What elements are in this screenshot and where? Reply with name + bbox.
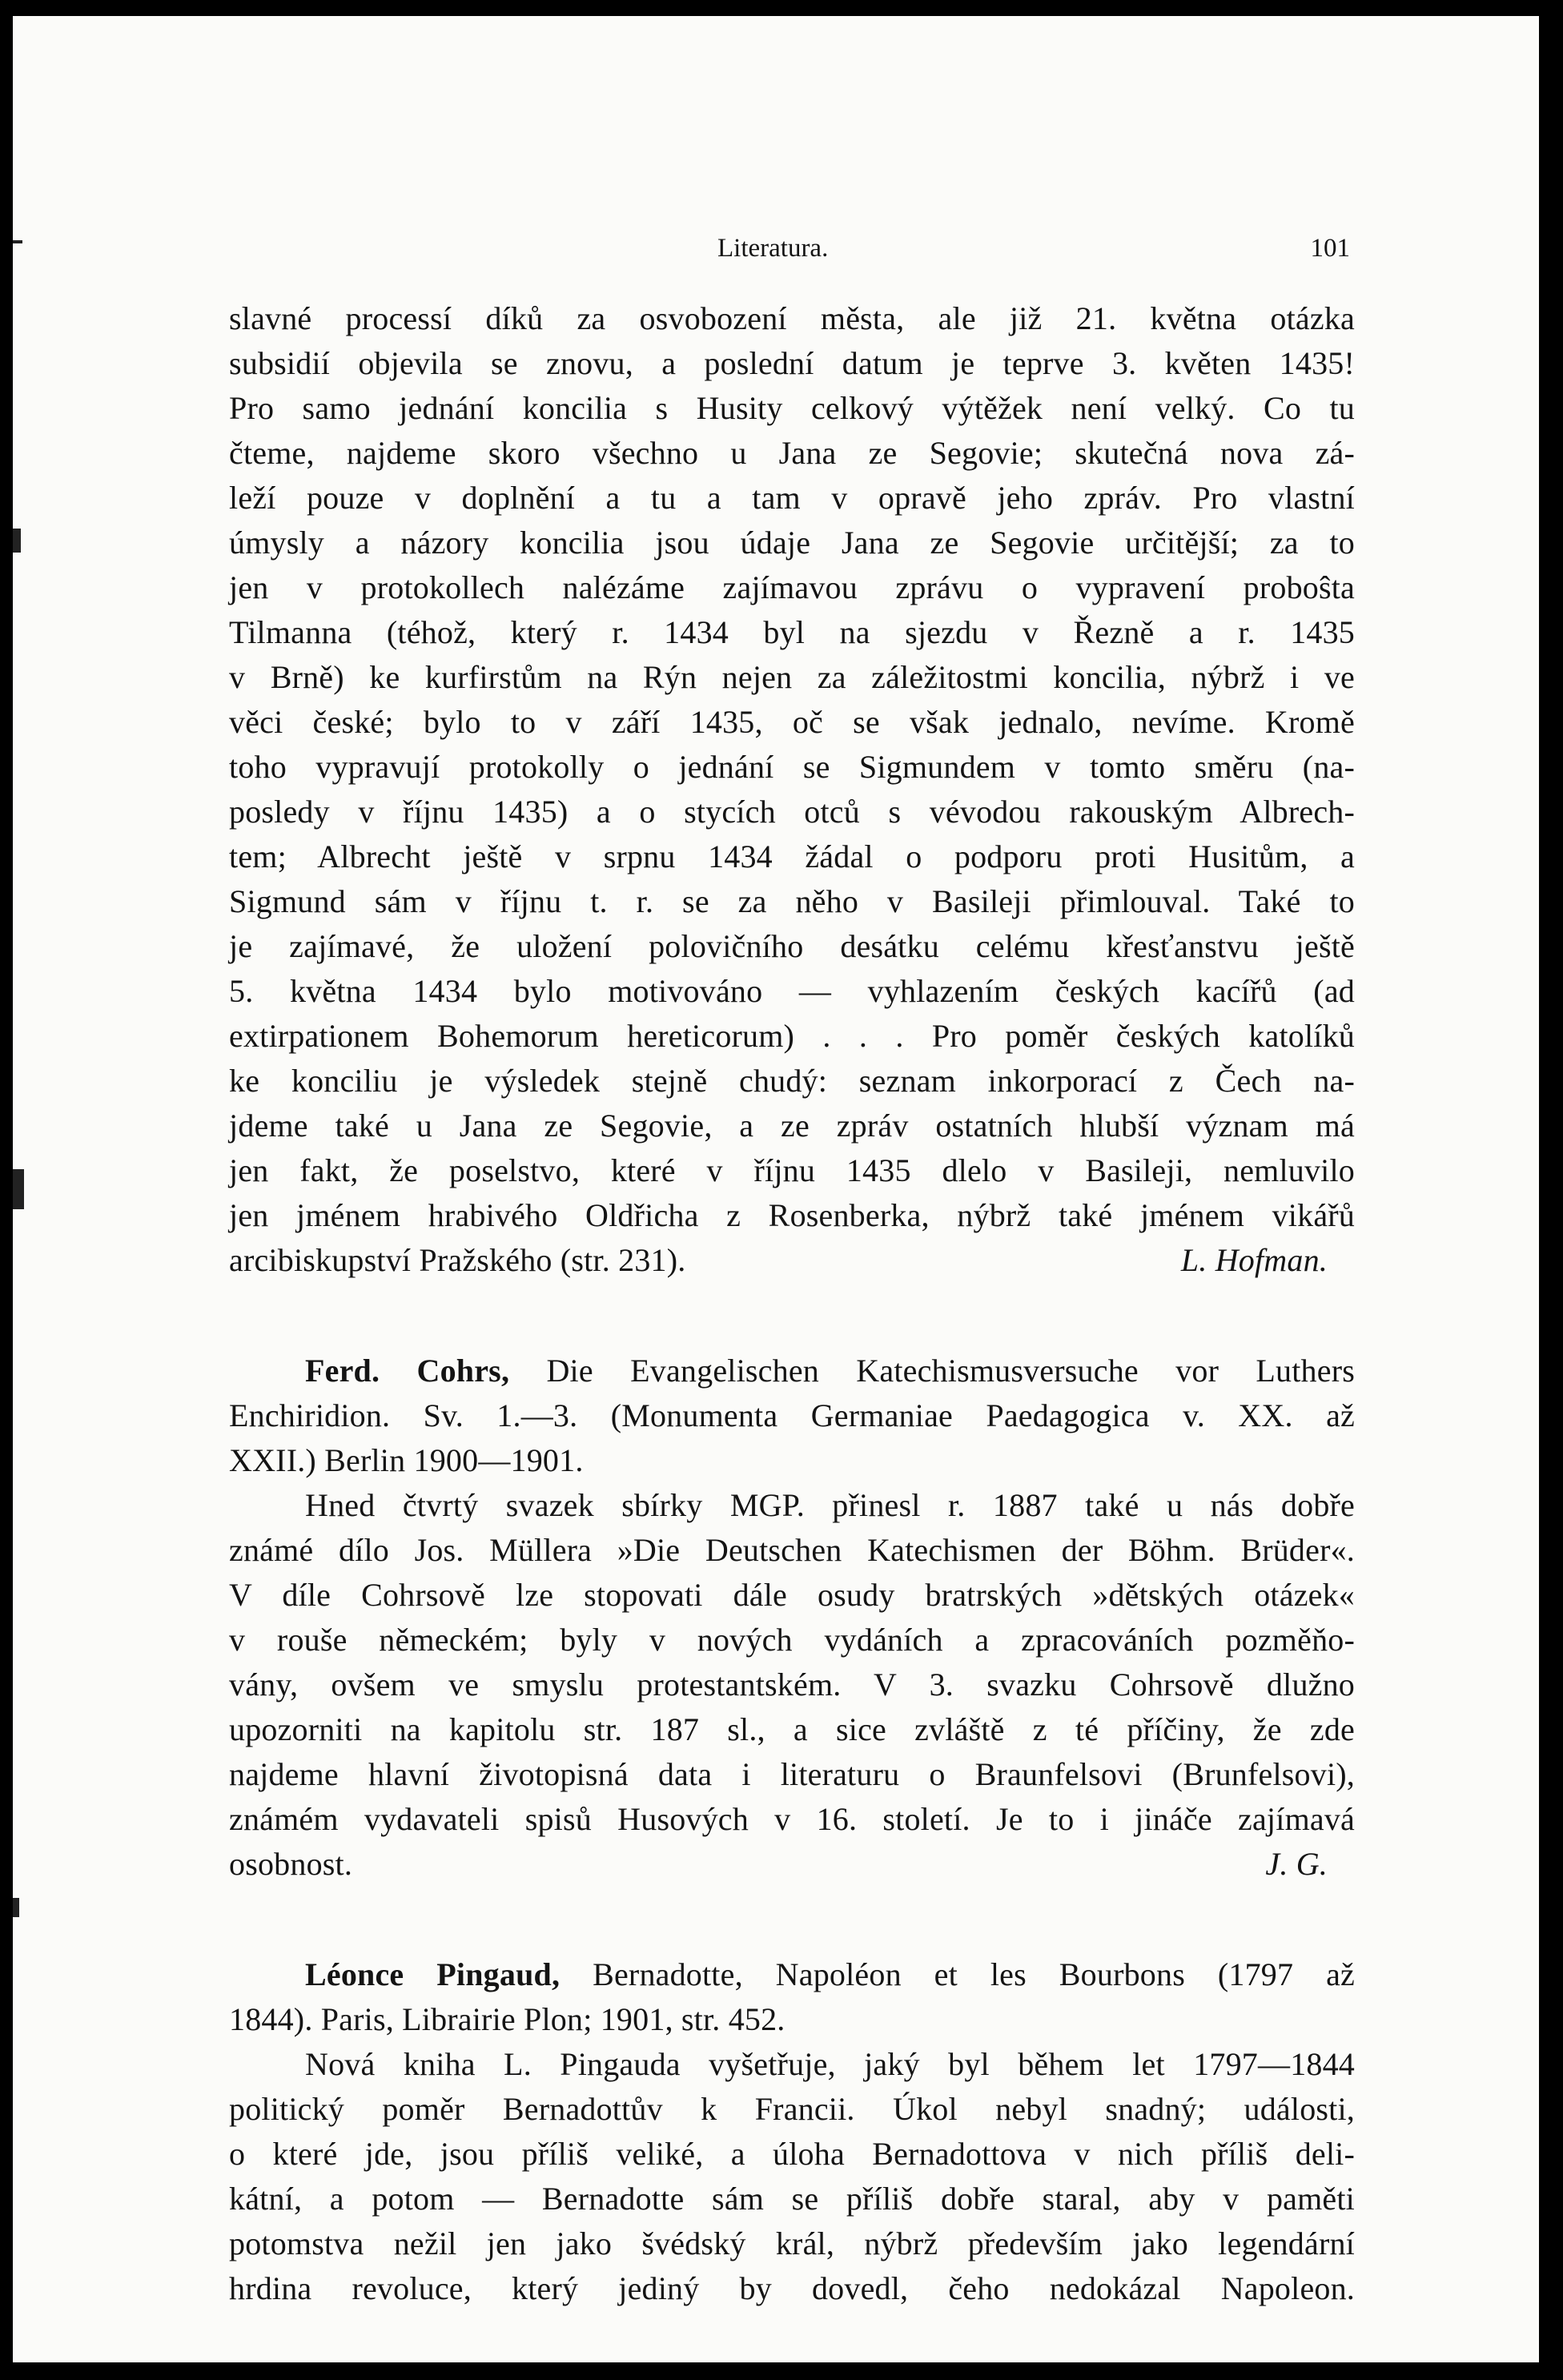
text-line: známé dílo Jos. Müllera »Die Deutschen Katechismen der Böhm. Brüder«. [229,1532,1355,1568]
section-gap [229,1283,1355,1349]
text-line: toho vypravují protokolly o jednání se Sigmundem v tomto směru (na- [229,749,1355,785]
author-name: Léonce Pingaud, [305,1956,561,1992]
text-line: Tilmanna (téhož, který r. 1434 byl na sjezdu v Řezně a r. 1435 [229,614,1355,650]
text-line: najdeme hlavní životopisná data i literaturu o Braunfelsovi (Brunfelsovi), [229,1756,1355,1792]
review-hofman [229,296,1355,1283]
text-line: extirpationem Bohemorum hereticorum) . . . Pro poměr českých katolíků [229,1018,1355,1054]
text-line: Pro samo jednání koncilia s Husity celkový výtěžek není velký. Co tu [229,390,1355,426]
text-line-with-signature [229,1238,1355,1283]
text-line: o které jde, jsou příliš veliké, a úloha Bernadottova v nich příliš deli- [229,2136,1355,2172]
review-cohrs [229,1349,1355,1887]
section-gap [229,1887,1355,1952]
text-line: 5. května 1434 bylo motivováno — vyhlazením českých kacířů (ad [229,973,1355,1009]
running-head [717,234,1350,274]
text-line: Hned čtvrtý svazek sbírky MGP. přinesl r. 1887 také u nás dobře [305,1487,1355,1523]
text-fragment: osobnost. [229,1846,353,1882]
text-line: jdeme také u Jana ze Segovie, a ze zpráv ostatních hlubší význam má [229,1108,1355,1144]
citation-line [229,1349,1355,1393]
text-line: politický poměr Bernadottův k Francii. Úkol nebyl snadný; události, [229,2091,1355,2127]
text-line: leží pouze v doplnění a tu a tam v opravě jeho zpráv. Pro vlastní [229,480,1355,516]
text-line: jen v protokollech nalézáme zajímavou zprávu o vypravení proboŝta [229,569,1355,605]
text-line: Sigmund sám v říjnu t. r. se za něho v Basileji přimlouval. Také to [229,883,1355,919]
binding-mark [13,1169,24,1209]
author-name: Ferd. Cohrs, [305,1353,510,1389]
text-line: vány, ovšem ve smyslu protestantském. V 3. svazku Cohrsově dlužno [229,1666,1355,1703]
text-line: v rouše německém; byly v nových vydáních a zpracováních pozměňo- [229,1622,1355,1658]
text-line: V díle Cohrsově lze stopovati dále osudy bratrských »dětských otázek« [229,1577,1355,1613]
reviewer-signature: L. Hofman. [1180,1242,1328,1278]
citation-line [229,1952,1355,1997]
text-line: upozorniti na kapitolu str. 187 sl., a sice zvláště z té příčiny, že zde [229,1711,1355,1747]
page-number: 101 [1310,234,1350,263]
text-line: slavné processí díků za osvobození města, ale již 21. května otázka [229,300,1355,336]
text-line: věci české; bylo to v září 1435, oč se však jednalo, nevíme. Kromě [229,704,1355,740]
citation-line: XXII.) Berlin 1900—1901. [229,1442,584,1478]
text-line: kátní, a potom — Bernadotte sám se příliš dobře staral, aby v paměti [229,2181,1355,2217]
running-title: Literatura. [717,234,829,263]
text-line: Nová kniha L. Pingauda vyšetřuje, jaký byl během let 1797—1844 [305,2046,1355,2082]
binding-mark [13,529,21,553]
text-line: hrdina revoluce, který jediný by dovedl, čeho nedokázal Napoleon. [229,2270,1355,2306]
text-line: úmysly a názory koncilia jsou údaje Jana ze Segovie určitější; za to [229,525,1355,561]
reviewer-signature: J. G. [1265,1846,1328,1882]
text-line: je zajímavé, že uložení polovičního desátku celému křesťanstvu ještě [229,928,1355,964]
text-fragment: arcibiskupství Pražského (str. 231). [229,1242,686,1278]
text-line: známém vydavateli spisů Husových v 16. století. Je to i jináče zajímavá [229,1801,1355,1837]
text-line: tem; Albrecht ještě v srpnu 1434 žádal o podporu proti Husitům, a [229,838,1355,874]
binding-mark [13,240,22,243]
review-pingaud [229,1952,1355,2311]
citation-line: 1844). Paris, Librairie Plon; 1901, str. 452. [229,2001,786,2037]
text-line: v Brně) ke kurfirstům na Rýn nejen za záležitostmi koncilia, nýbrž i ve [229,659,1355,695]
text-line: potomstva nežil jen jako švédský král, nýbrž především jako legendární [229,2225,1355,2261]
citation-title: Bernadotte, Napoléon et les Bourbons (1797 až [560,1956,1355,1992]
citation-title: Die Evangelischen Katechismusversuche vor Luthers [509,1353,1355,1389]
text-line: subsidií objevila se znovu, a poslední datum je teprve 3. květen 1435! [229,345,1355,381]
text-line: jen fakt, že poselstvo, které v říjnu 1435 dlelo v Basileji, nemluvilo [229,1152,1355,1188]
text-line: jen jménem hrabivého Oldřicha z Rosenberka, nýbrž také jménem vikářů [229,1197,1355,1233]
text-line: posledy v říjnu 1435) a o stycích otců s vévodou rakouským Albrech- [229,794,1355,830]
citation-line: Enchiridion. Sv. 1.—3. (Monumenta Germaniae Paedagogica v. XX. až [229,1397,1355,1433]
binding-mark [13,1898,19,1917]
text-line: čteme, najdeme skoro všechno u Jana ze Segovie; skutečná nova zá- [229,435,1355,471]
text-line-with-signature [229,1842,1355,1887]
text-line: ke konciliu je výsledek stejně chudý: seznam inkorporací z Čech na- [229,1063,1355,1099]
text-block [229,296,1355,2311]
